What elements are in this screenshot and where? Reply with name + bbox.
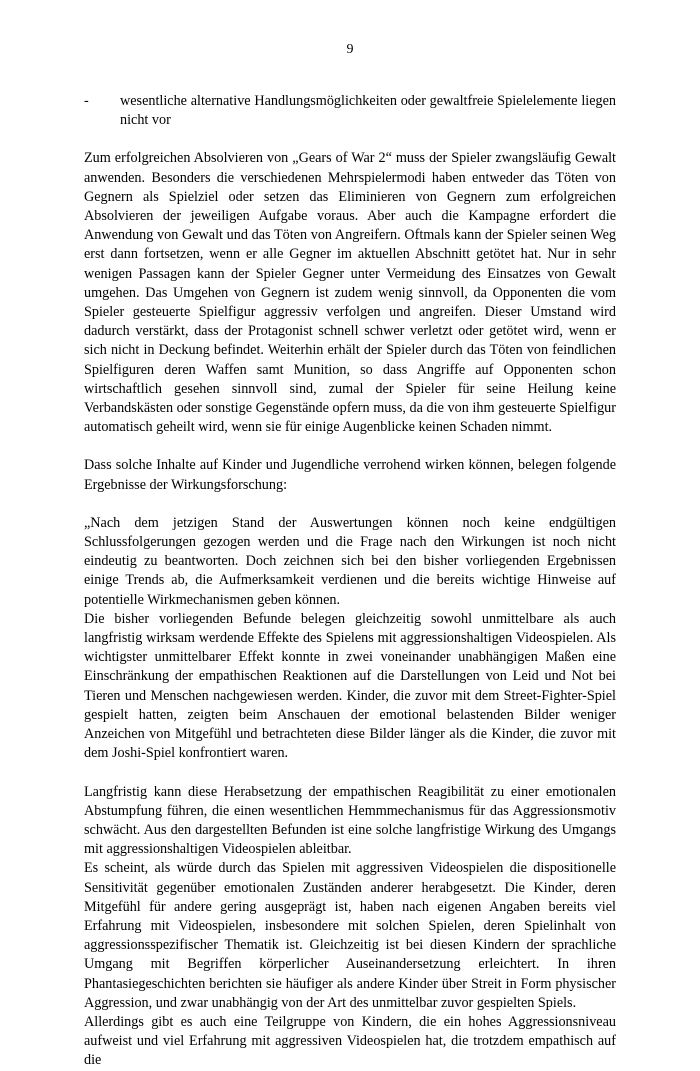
paragraph-sensitivity: Es scheint, als würde durch das Spielen mit aggressiven Videospielen die dispositionelle Sensitivität gegenüber emotionalen Zuständen anderer herabgesetzt. Die Kinder, deren Mitgefühl für andere gering ausgeprägt ist, haben nach eigenen Angaben bereits viel Erfahrung mit Videospielen, insbesondere mit solchen Spielen, deren Spielinhalt von aggressionsspezifischer Thematik ist. Gleichzeitig ist bei diesen Kindern der sprachliche Umgang mit Begriffen körperlicher Auseinandersetzung erleichtert. In ihren Phantasiegeschichten berichten sie häufiger als andere Kinder über Streit in Form physischer Aggression, und zwar unabhängig von der Art des unmittelbar zuvor gespielten Spiels. (84, 860, 616, 1011)
bullet-item (84, 92, 616, 130)
bullet-text: wesentliche alternative Handlungsmöglichkeiten oder gewaltfreie Spielelemente liegen nicht vor (120, 93, 616, 129)
paragraph-quote-start: „Nach dem jetzigen Stand der Auswertungen können noch keine endgültigen Schlussfolgerungen gezogen werden und die Frage nach den Wirkungen ist noch nicht eindeutig zu beantworten. Doch zeichnen sich bei den bisher vorliegenden Ergebnissen einige Trends ab, die Aufmerksamkeit verdienen und die bereits wichtige Hinweise auf potentielle Wirkmechanismen geben können. (84, 514, 616, 608)
paragraph-subgroup: Allerdings gibt es auch eine Teilgruppe von Kindern, die ein hohes Aggressionsniveau aufweist und viel Erfahrung mit aggressiven Videospielen hat, die trotzdem empathisch auf die (84, 1013, 616, 1069)
paragraph-intro-research: Dass solche Inhalte auf Kinder und Jugendliche verrohend wirken können, belegen folgende Ergebnisse der Wirkungsforschung: (84, 457, 616, 493)
paragraph-findings: Die bisher vorliegenden Befunde belegen gleichzeitig sowohl unmittelbare als auch langfristig wirksam werdende Effekte des Spielens mit aggressionshaltigen Videospielen. Als wichtigster unmittelbarer Effekt konnte in zwei voneinander unabhängigen Maßen eine Einschränkung der empathischen Reaktionen auf die Darstellungen von Leid und Not bei Tieren und Menschen nachgewiesen werden. Kinder, die zuvor mit dem Street-Fighter-Spiel gespielt hatten, zeigten beim Anschauen der emotional belastenden Bilder weniger Anzeichen von Mitgefühl und betrachteten diese Bilder länger als die Kinder, die zuvor mit dem Joshi-Spiel konfrontiert waren. (84, 610, 616, 762)
paragraph-long-term: Langfristig kann diese Herabsetzung der empathischen Reagibilität zu einer emotionalen Abstumpfung führen, die einen wesentlichen Hemmmechanismus für das Aggressionsmotiv schwächt. Aus den dargestellten Befunden ist eine solche langfristige Wirkung des Umgangs mit aggressionshaltigen Videospielen ableitbar. (84, 783, 616, 858)
page-body (84, 92, 616, 1071)
bullet-dash: - (84, 93, 89, 109)
page-number: 9 (346, 42, 354, 57)
paragraph-gears-of-war: Zum erfolgreichen Absolvieren von „Gears of War 2“ muss der Spieler zwangsläufig Gewalt anwenden. Besonders die verschiedenen Mehrspielermodi haben entweder das Töten von Gegnern als Spielziel oder setzen das Eliminieren von Gegnern zum erfolgreichen Absolvieren der jeweiligen Aufgabe voraus. Aber auch die Kampagne erfordert die Anwendung von Gewalt und das Töten von Angreifern. Oftmals kann der Spieler seinen Weg erst dann fortsetzen, wenn er alle Gegner im aktuellen Abschnitt getötet hat. Nur in sehr wenigen Passagen kann der Spieler Gegner unter Vermeidung des Einsatzes von Gewalt umgehen. Das Umgehen von Gegnern ist zudem wenig sinnvoll, da Opponenten die vom Spieler gesteuerte Spielfigur aggressiv verfolgen und angreifen. Dieser Umstand wird dadurch verstärkt, dass der Protagonist schnell schwer verletzt oder getötet wird, wenn er sich nicht in Deckung befindet. Weiterhin erhält der Spieler durch das Töten von feindlichen Spielfiguren deren Waffen samt Munition, so dass Angriffe auf Opponenten schon wirtschaftlich gesehen sinnvoll sind, zumal der Spieler für seine Heilung keine Verbandskästen oder sonstige Gegenstände opfern muss, da die von ihm gesteuerte Spielfigur automatisch geheilt wird, wenn sie für einige Augenblicke keinen Schaden nimmt. (84, 150, 616, 436)
